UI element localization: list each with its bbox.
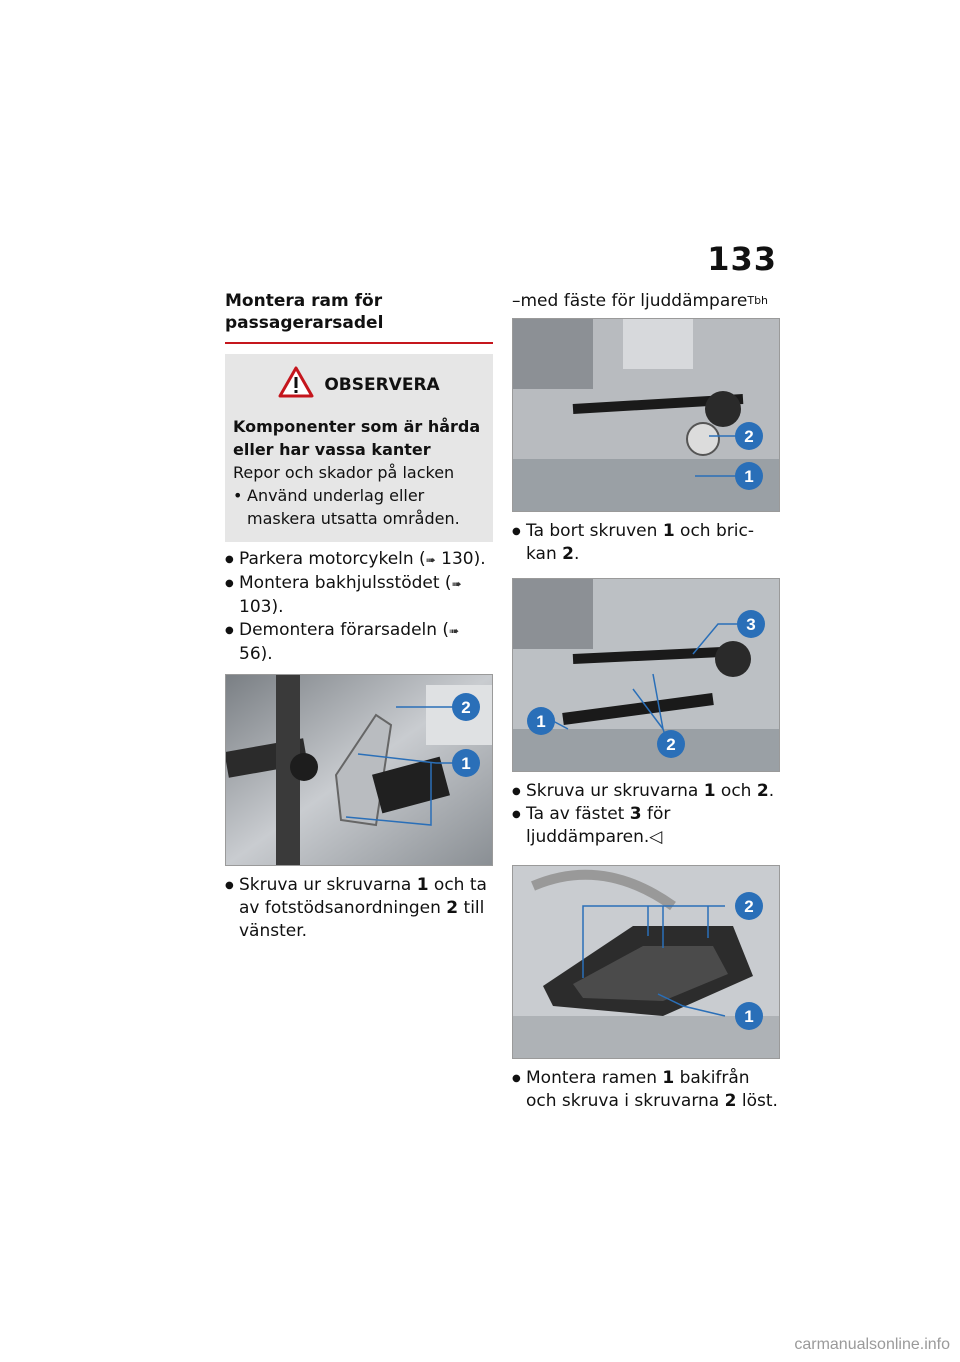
step-seat: ● Demontera förarsadeln (➠ 56). xyxy=(225,619,493,666)
page-ref[interactable]: 103 xyxy=(239,597,272,617)
warning-notice xyxy=(225,354,493,542)
notice-bullet: • Använd underlag eller maskera utsatta områden. xyxy=(233,484,485,530)
callout-2 xyxy=(657,730,685,758)
step-stand: ● Montera bakhjulsstödet (➠ 103). xyxy=(225,572,493,619)
callout-2 xyxy=(452,693,480,721)
step-unscrew: ● Skruva ur skruvarna 1 och 2. xyxy=(512,780,782,803)
svg-text:2: 2 xyxy=(744,427,754,446)
page-ref-arrow-icon: ➠ xyxy=(425,553,436,567)
warning-triangle-icon xyxy=(278,366,314,403)
notice-subtitle: Komponenter som är hårda eller har vassa kanter xyxy=(233,417,481,459)
page-ref[interactable]: 56 xyxy=(239,644,261,664)
notice-text: Repor och skador på lacken xyxy=(233,463,455,482)
svg-text:1: 1 xyxy=(536,712,546,731)
step-remove-screw: ● Ta bort skruven 1 och bric-kan 2. xyxy=(512,520,782,566)
notice-head xyxy=(233,366,485,403)
callout-2 xyxy=(735,422,763,450)
page-ref[interactable]: 130 xyxy=(441,549,474,569)
variant-subhead: –med fäste för ljuddämpare$^{Tbh}$ xyxy=(512,291,769,311)
page-ref-arrow-icon: ➠ xyxy=(451,577,462,591)
callout-1 xyxy=(527,707,555,735)
svg-text:2: 2 xyxy=(744,897,754,916)
svg-text:2: 2 xyxy=(666,735,676,754)
left-column xyxy=(225,290,493,943)
step-remove-bracket: ● Ta av fästet 3 för ljuddämparen.◁ xyxy=(512,803,782,849)
svg-text:1: 1 xyxy=(744,467,754,486)
step-park: ● Parkera motorcykeln (➠ 130). xyxy=(225,548,493,572)
step-mount-frame: ● Montera ramen 1 bakifrån och skruva i skruvarna 2 löst. xyxy=(512,1067,782,1113)
svg-text:1: 1 xyxy=(461,754,471,773)
page-ref-arrow-icon: ➠ xyxy=(449,624,460,638)
figure-muffler-mount xyxy=(512,318,780,512)
svg-text:1: 1 xyxy=(744,1007,754,1026)
figure-bracket xyxy=(512,578,780,772)
step-remove-footrest: ● Skruva ur skruvarna 1 och ta av fotstödsanordningen 2 till vänster. xyxy=(225,874,493,943)
svg-text:3: 3 xyxy=(746,615,756,634)
svg-text:2: 2 xyxy=(461,698,471,717)
callout-3 xyxy=(737,610,765,638)
footer-watermark: carmanualsonline.info xyxy=(794,1336,950,1353)
page-number: 133 xyxy=(707,240,777,278)
callout-1 xyxy=(735,462,763,490)
callout-1 xyxy=(735,1002,763,1030)
notice-label: OBSERVERA xyxy=(324,374,440,395)
figure-footrest xyxy=(225,674,493,866)
right-column xyxy=(512,290,782,1113)
section-title: Montera ram för passagerarsadel xyxy=(225,290,493,344)
callout-1 xyxy=(452,749,480,777)
callout-2 xyxy=(735,892,763,920)
figure-frame xyxy=(512,865,780,1059)
